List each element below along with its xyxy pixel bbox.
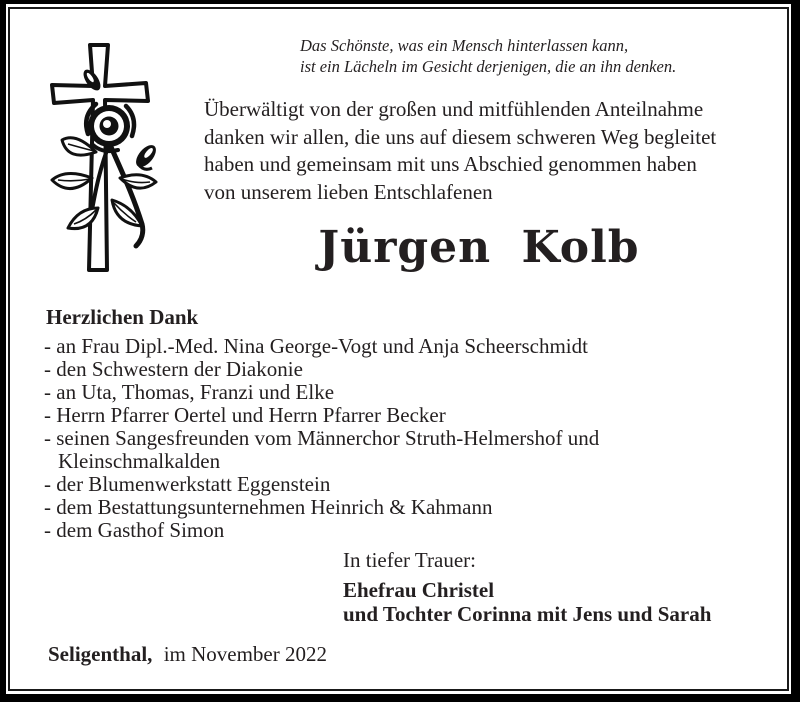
intro-line: von unserem lieben Entschlafenen (204, 179, 493, 204)
mourning-intro: In tiefer Trauer: (343, 548, 476, 572)
dateline (48, 642, 327, 667)
thanks-item: - Herrn Pfarrer Oertel und Herrn Pfarrer Becker (44, 403, 446, 427)
notice-sheet (6, 4, 791, 694)
epigraph-line: ist ein Lächeln im Gesicht derjenigen, die an ihn denken. (300, 57, 677, 76)
thanks-item: - dem Gasthof Simon (44, 518, 225, 542)
intro-line: haben und gemeinsam mit uns Abschied genommen haben (204, 152, 697, 176)
dateline-place: Seligenthal, (48, 642, 153, 666)
thanks-item: - der Blumenwerkstatt Eggenstein (44, 472, 331, 496)
intro-line: Überwältigt von der großen und mitfühlenden Anteilnahme (204, 97, 704, 121)
mourner-line: und Tochter Corinna mit Jens und Sarah (343, 602, 712, 626)
dateline-date: im November 2022 (163, 642, 327, 666)
thanks-item: - an Frau Dipl.-Med. Nina George-Vogt und Anja Scheerschmidt (44, 334, 588, 358)
epigraph-line: Das Schönste, was ein Mensch hinterlassen kann, (300, 36, 629, 55)
thanks-list (44, 335, 599, 542)
deceased-name: Jürgen Kolb (318, 222, 640, 273)
thanks-item: - seinen Sangesfreunden vom Männerchor Struth-Helmershof und (44, 426, 600, 450)
thanks-item: - den Schwestern der Diakonie (44, 357, 303, 381)
thanks-item: - an Uta, Thomas, Franzi und Elke (44, 380, 335, 404)
mourner-line: Ehefrau Christel (343, 578, 495, 602)
cross-with-rose-icon (30, 40, 190, 280)
epigraph (300, 35, 676, 77)
intro-line: danken wir allen, die uns auf diesem schweren Weg begleitet (204, 124, 717, 149)
thanks-heading: Herzlichen Dank (46, 305, 199, 329)
thanks-item-continuation: Kleinschmalkalden (58, 449, 221, 473)
thanks-item: - dem Bestattungsunternehmen Heinrich & Kahmann (44, 495, 493, 519)
mourning-block (343, 548, 711, 626)
intro-paragraph (204, 96, 716, 206)
